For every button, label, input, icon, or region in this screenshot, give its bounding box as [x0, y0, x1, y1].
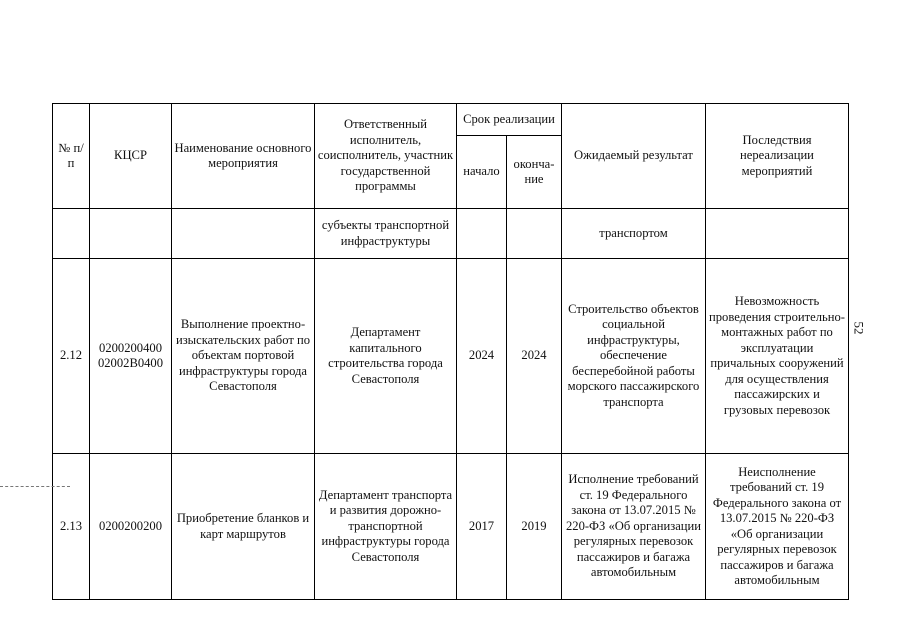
header-consequences: Последствия нереализации мероприятий: [706, 104, 849, 209]
header-term: Срок реализации: [457, 104, 562, 136]
header-num: № п/п: [53, 104, 90, 209]
row-consequences: Невозможность проведения строительно-монтажных работ по эксплуатации причальных сооружений для осуществления пассажирских и грузовых перевозок: [706, 259, 849, 454]
row-end: 2024: [507, 259, 562, 454]
row-num: [53, 209, 90, 259]
page-number: 52: [851, 321, 867, 335]
row-result: Строительство объектов социальной инфраструктуры, обеспечение бесперебойной работы морского пассажирского транспорта: [562, 259, 706, 454]
scan-artifact-line: [0, 486, 70, 487]
table-row: [53, 259, 849, 454]
header-end: оконча-ние: [507, 136, 562, 209]
row-start: 2024: [457, 259, 507, 454]
row-num: 2.13: [53, 454, 90, 600]
row-responsible: субъекты транспортной инфраструктуры: [315, 209, 457, 259]
row-kcsr: [90, 209, 172, 259]
row-name: Выполнение проектно-изыскательских работ по объектам портовой инфраструктуры города Севастополя: [172, 259, 315, 454]
row-consequences: [706, 209, 849, 259]
header-responsible: Ответственный исполнитель, соисполнитель, участник государственной программы: [315, 104, 457, 209]
row-name: [172, 209, 315, 259]
row-start: 2017: [457, 454, 507, 600]
row-result: Исполнение требований ст. 19 Федерального закона от 13.07.2015 № 220-ФЗ «Об организации регулярных перевозок пассажиров и багажа автомобильным: [562, 454, 706, 600]
row-result: транспортом: [562, 209, 706, 259]
header-name: Наименование основного мероприятия: [172, 104, 315, 209]
row-start: [457, 209, 507, 259]
row-responsible: Департамент капитального строительства города Севастополя: [315, 259, 457, 454]
row-name: Приобретение бланков и карт маршрутов: [172, 454, 315, 600]
row-kcsr: 0200200200: [90, 454, 172, 600]
row-end: 2019: [507, 454, 562, 600]
row-kcsr: 0200200400 02002B0400: [90, 259, 172, 454]
table-row: [53, 209, 849, 259]
row-responsible: Департамент транспорта и развития дорожно-транспортной инфраструктуры города Севастополя: [315, 454, 457, 600]
header-result: Ожидаемый результат: [562, 104, 706, 209]
row-num: 2.12: [53, 259, 90, 454]
header-start: начало: [457, 136, 507, 209]
table-row: [53, 454, 849, 600]
row-end: [507, 209, 562, 259]
program-table: [52, 103, 849, 600]
row-consequences: Неисполнение требований ст. 19 Федерального закона от 13.07.2015 № 220-ФЗ «Об организации регулярных перевозок пассажиров и багажа автомобильным: [706, 454, 849, 600]
header-kcsr: КЦСР: [90, 104, 172, 209]
